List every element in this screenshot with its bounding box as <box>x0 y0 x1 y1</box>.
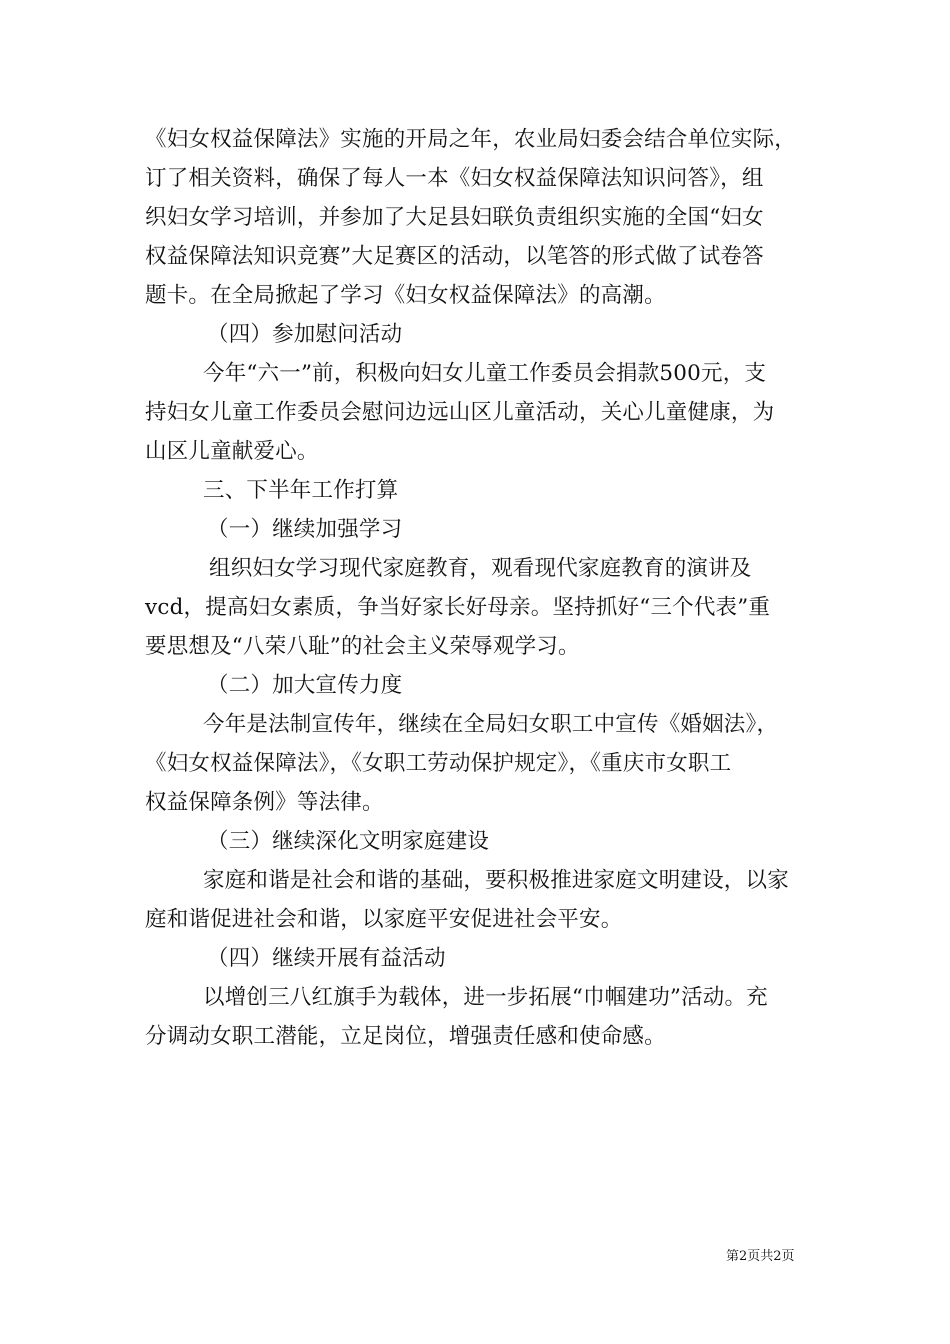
text-line: 庭和谐促进社会和谐，以家庭平安促进社会平安。 <box>145 907 623 932</box>
page-number: 第2页共2页 <box>726 1249 795 1264</box>
section-heading: （一）继续加强学习 <box>207 517 403 542</box>
text-line: 订了相关资料，确保了每人一本《妇女权益保障法知识问答》，组 <box>145 166 764 191</box>
text-line: 织妇女学习培训，并参加了大足县妇联负责组织实施的全国“妇女 <box>145 205 764 230</box>
paragraph-start: 今年是法制宣传年，继续在全局妇女职工中宣传《婚姻法》， <box>203 712 779 737</box>
section-heading: （四）参加慰问活动 <box>207 322 403 347</box>
paragraph-start: 家庭和谐是社会和谐的基础，要积极推进家庭文明建设，以家 <box>203 868 789 893</box>
section-heading: 三、下半年工作打算 <box>203 478 399 503</box>
text-line: 权益保障法知识竞赛”大足赛区的活动，以笔答的形式做了试卷答 <box>145 244 764 269</box>
text-line: 权益保障条例》等法律。 <box>145 790 384 815</box>
section-heading: （四）继续开展有益活动 <box>207 946 446 971</box>
section-heading: （二）加大宣传力度 <box>207 673 403 698</box>
document-body <box>145 120 810 1056</box>
text-line: 《妇女权益保障法》，《女职工劳动保护规定》，《重庆市女职工 <box>145 751 732 776</box>
paragraph-start: 今年“六一”前，积极向妇女儿童工作委员会捐款500元，支 <box>203 361 767 386</box>
text-line: 分调动女职工潜能，立足岗位，增强责任感和使命感。 <box>145 1024 666 1049</box>
section-heading: （三）继续深化文明家庭建设 <box>207 829 490 854</box>
text-line: vcd，提高妇女素质，争当好家长好母亲。坚持抓好“三个代表”重 <box>145 595 771 620</box>
text-line: 《妇女权益保障法》实施的开局之年，农业局妇委会结合单位实际， <box>145 127 797 152</box>
text-line: 山区儿童献爱心。 <box>145 439 319 464</box>
paragraph-start: 组织妇女学习现代家庭教育，观看现代家庭教育的演讲及 <box>209 556 752 581</box>
text-line: 要思想及“八荣八耻”的社会主义荣辱观学习。 <box>145 634 580 659</box>
paragraph-start: 以增创三八红旗手为载体，进一步拓展“巾帼建功”活动。充 <box>203 985 768 1010</box>
text-line: 持妇女儿童工作委员会慰问边远山区儿童活动，关心儿童健康，为 <box>145 400 775 425</box>
text-line: 题卡。在全局掀起了学习《妇女权益保障法》的高潮。 <box>145 283 666 308</box>
